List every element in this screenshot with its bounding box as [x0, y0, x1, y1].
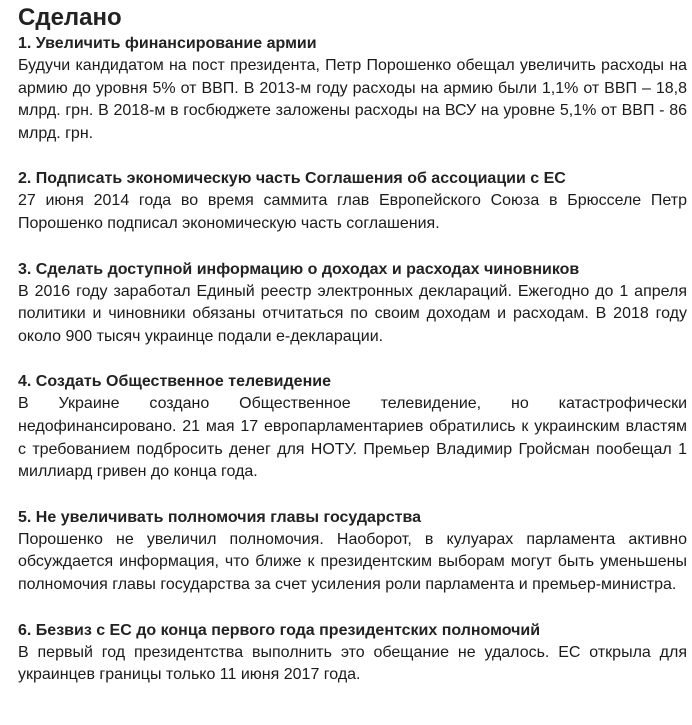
item-body-5: Порошенко не увеличил полномочия. Наоборот, в кулуарах парламента активно обсуждается информация, что ближе к президентским выборам могут быть уменьшены полномочия главы государства за счет усиления роли парламента и премьер-министра.: [18, 530, 687, 593]
item-body-4: В Украине создано Общественное телевидение, но катастрофически недофинансировано. 21 мая 17 европарламентариев обратились к украинским властям с требованием подбросить денег для НОТУ. Премьер Владимир Гройсман пообещал 1 миллиард гривен до конца года.: [18, 395, 687, 481]
item-body-2: 27 июня 2014 года во время саммита глав Европейского Союза в Брюсселе Петр Порошенко подписал экономическую часть соглашения.: [18, 192, 687, 232]
list-item-1: [18, 33, 687, 145]
item-body-1: Будучи кандидатом на пост президента, Петр Порошенко обещал увеличить расходы на армию до уровня 5% от ВВП. В 2013-м году расходы на армию были 1,1% от ВВП – 18,8 млрд. грн. В 2018-м в госбюджете заложены расходы на ВСУ на уровне 5,1% от ВВП - 86 млрд. грн.: [18, 57, 687, 142]
list-item-5: [18, 507, 687, 597]
item-heading-1: 1. Увеличить финансирование армии: [18, 35, 317, 52]
list-item-6: [18, 620, 687, 687]
list-item-4: [18, 371, 687, 483]
document-page: [18, 4, 687, 687]
item-body-6: В первый год президентства выполнить это обещание не удалось. ЕС открыла для украинцев границы только 11 июня 2017 года.: [18, 643, 687, 684]
item-heading-6: 6. Безвиз с ЕС до конца первого года президентских полномочий: [18, 621, 541, 639]
page-title: Сделано: [18, 4, 122, 31]
list-item-2: [18, 168, 687, 235]
item-heading-2: 2. Подписать экономическую часть Соглашения об ассоциации с ЕС: [18, 170, 566, 188]
item-heading-3: 3. Сделать доступной информацию о доходах и расходах чиновников: [18, 260, 580, 278]
item-heading-5: 5. Не увеличивать полномочия главы государства: [18, 508, 421, 526]
item-body-3: В 2016 году заработал Единый реестр электронных деклараций. Ежегодно до 1 апреля политики и чиновники обязаны отчитаться по своим доходам и расходам. В 2018 году около 900 тысяч украинце подали е-декларации.: [18, 282, 687, 345]
item-heading-4: 4. Создать Общественное телевидение: [18, 373, 331, 391]
list-item-3: [18, 259, 687, 349]
